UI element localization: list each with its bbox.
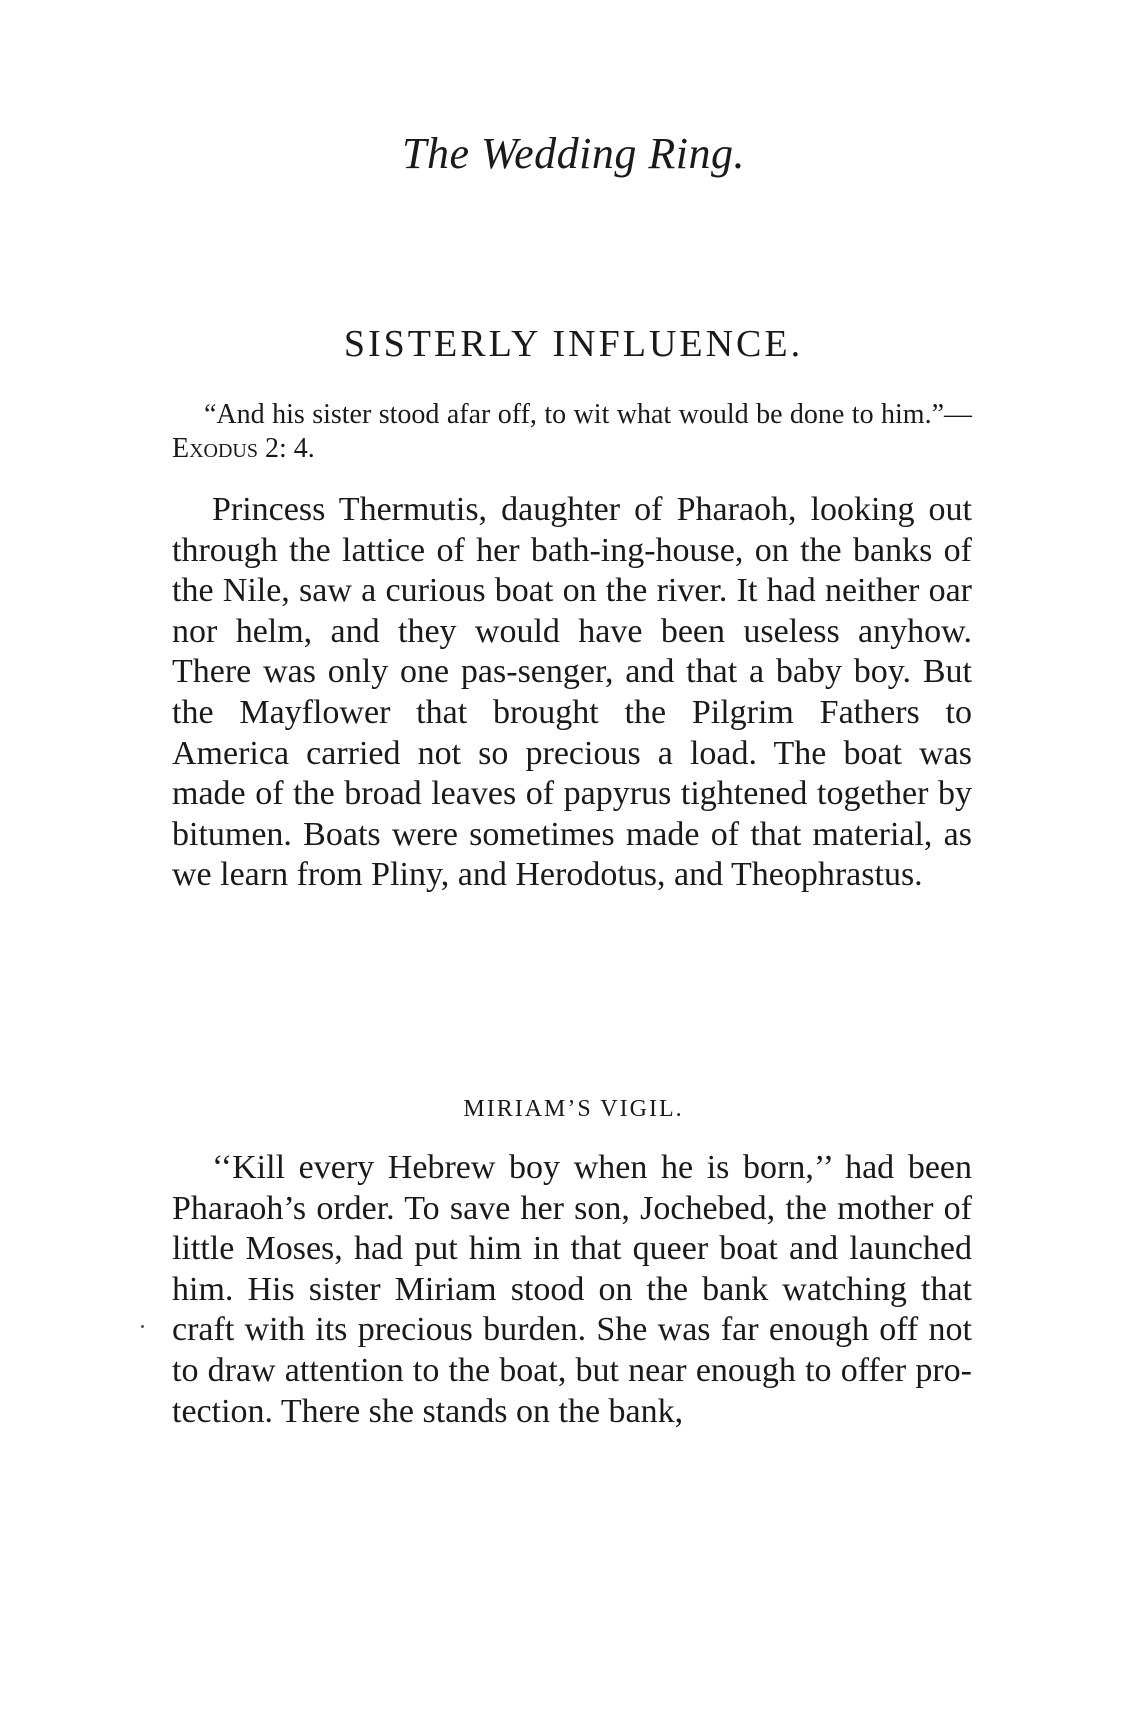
- print-speck: [141, 1325, 144, 1328]
- epigraph-reference: Exodus 2: 4.: [172, 433, 315, 464]
- epigraph: [172, 398, 972, 466]
- paragraph-miriam-vigil: ‘‘Kill every Hebrew boy when he is born,’’ had been Pharaoh’s order. To save her son, Jochebed, the mother of little Moses, had put him in that queer boat and launched him. His sister Miriam stood on the bank watching that craft with its precious burden. She was far enough off not to draw attention to the boat, but near enough to offer pro-tection. There she stands on the bank,: [172, 1149, 972, 1430]
- chapter-title: SISTERLY INFLUENCE.: [343, 323, 804, 365]
- paragraph-thermutis: Princess Thermutis, daughter of Pharaoh, looking out through the lattice of her bath-ing-house, on the banks of the Nile, saw a curious boat on the river. It had neither oar nor helm, and they would have been useless anyhow. There was only one pas-senger, and that a baby boy. But the Mayflower that brought the Pilgrim Fathers to America carried not so precious a load. The boat was made of the broad leaves of papyrus tightened together by bitumen. Boats were sometimes made of that material, as we learn from Pliny, and Herodotus, and Theophrastus.: [172, 491, 972, 894]
- epigraph-quote: “And his sister stood afar off, to wit what would be done to him.”—: [204, 399, 972, 430]
- running-head: The Wedding Ring.: [402, 129, 745, 178]
- section-heading: MIRIAM’S VIGIL.: [463, 1096, 684, 1122]
